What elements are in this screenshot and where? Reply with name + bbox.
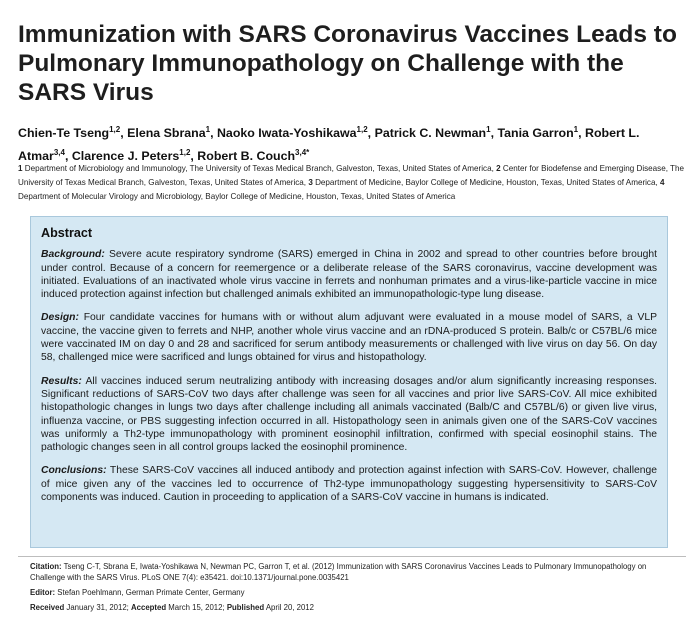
author[interactable]: Tania Garron$^1$ bbox=[497, 125, 579, 141]
author[interactable]: Elena Sbrana$^1$ bbox=[127, 125, 211, 141]
abstract-box bbox=[30, 216, 668, 548]
author[interactable]: Chien-Te Tseng$^{1,2}$ bbox=[18, 125, 121, 141]
author[interactable]: Robert L. Atmar$^{3,4}$ bbox=[18, 126, 640, 164]
citation-text[interactable]: Tseng C-T, Sbrana E, Iwata-Yoshikawa N, Newman PC, Garron T, et al. (2012) Immunization with SARS Coronavirus Vaccines Leads to Pulmonary Immunopathology on Challenge with the SARS Virus. PLoS ONE 7(4): e35421. doi:10.1371/journal.pone.0035421 bbox=[30, 562, 647, 582]
abstract-heading: Abstract bbox=[41, 226, 93, 240]
publication-dates: Received January 31, 2012; Accepted March 15, 2012; Published April 20, 2012 bbox=[30, 603, 314, 612]
author[interactable]: Naoko Iwata-Yoshikawa$^{1,2}$ bbox=[216, 125, 368, 141]
abstract-conclusions: Conclusions: These SARS-CoV vaccines all induced antibody and protection against infection with SARS-CoV. However, challenge of mice given any of the vaccines led to occurrence of Th2-type immunopathology suggesting hypersensitivity to SARS-CoV components was induced. Caution in proceeding to application of a SARS-CoV vaccine in humans is indicated. bbox=[41, 465, 658, 504]
author-list: Chien-Te Tseng$^{1,2}$, Elena Sbrana$^1$, Naoko Iwata-Yoshikawa$^{1,2}$, Patrick C. Newman$^1$, Tania Garron$^1$, Robert L. Atmar$^{3,4}$, Clarence J. Peters$^{1,2}$, Robert B. Couch$^{3,4*}$ bbox=[18, 125, 640, 164]
citation: Citation: Tseng C-T, Sbrana E, Iwata-Yoshikawa N, Newman PC, Garron T, et al. (2012) Immunization with SARS Coronavirus Vaccines Leads to Pulmonary Immunopathology on Challenge with the SARS Virus. PLoS ONE 7(4): e35421. doi:10.1371/journal.pone.0035421 bbox=[30, 562, 647, 582]
divider bbox=[18, 556, 686, 557]
author[interactable]: Patrick C. Newman$^1$ bbox=[374, 125, 491, 141]
editor: Editor: Stefan Poehlmann, German Primate Center, Germany bbox=[30, 588, 245, 597]
article-title: Immunization with SARS Coronavirus Vaccines Leads to Pulmonary Immunopathology on Challenge with the SARS Virus bbox=[18, 21, 677, 106]
abstract-background: Background: Severe acute respiratory syndrome (SARS) emerged in China in 2002 and spread to other countries before brought under control. Because of a concern for reemergence or a deliberate release of the SARS coronavirus, vaccine development was initiated. Evaluations of an inactivated whole virus vaccine in ferrets and nonhuman primates and a virus-like-particle vaccine in mice induced protection against infection but challenged animals exhibited an immunopathologic-type lung disease. bbox=[41, 249, 657, 301]
abstract-results: Results: All vaccines induced serum neutralizing antibody with increasing dosages and/or alum significantly increasing responses. Significant reductions of SARS-CoV two days after challenge was seen for all vaccines and prior live SARS-CoV. All mice exhibited histopathologic changes in lungs two days after challenge including all animals vaccinated (Balb/C and C57BL/6) or given live virus, influenza vaccine, or PBS suggesting infection occurred in all. Histopathology seen in animals given one of the SARS-CoV vaccines was uniformly a Th2-type immunopathology with prominent eosinophil infiltration, confirmed with special eosinophil stains. The pathologic changes seen in all control groups lacked the eosinophil prominence. bbox=[41, 375, 657, 454]
author[interactable]: Robert B. Couch$^{3,4*}$ bbox=[197, 148, 310, 164]
abstract-design: Design: Four candidate vaccines for humans with or without alum adjuvant were evaluated in a mouse model of SARS, a VLP vaccine, the vaccine given to ferrets and NHP, another whole virus vaccine and an rDNA-produced S protein. Balb/c or C57BL/6 mice were vaccinated IM on day 0 and 28 and sacrificed for serum antibody measurements or challenged with live virus on day 56. On day 58, challenged mice were sacrificed and lungs obtained for virus and histopathology. bbox=[41, 312, 658, 364]
affiliations: 1 Department of Microbiology and Immunology, The University of Texas Medical Branch, Galveston, Texas, United States of America, 2 Center for Biodefense and Emerging Disease, The University of Texas Medical Branch, Galveston, Texas, United States of America, 3 Department of Medicine, Baylor College of Medicine, Houston, Texas, United States of America, 4 Department of Molecular Virology and Microbiology, Baylor College of Medicine, Houston, Texas, United States of America bbox=[18, 164, 685, 201]
author[interactable]: Clarence J. Peters$^{1,2}$ bbox=[71, 148, 191, 164]
